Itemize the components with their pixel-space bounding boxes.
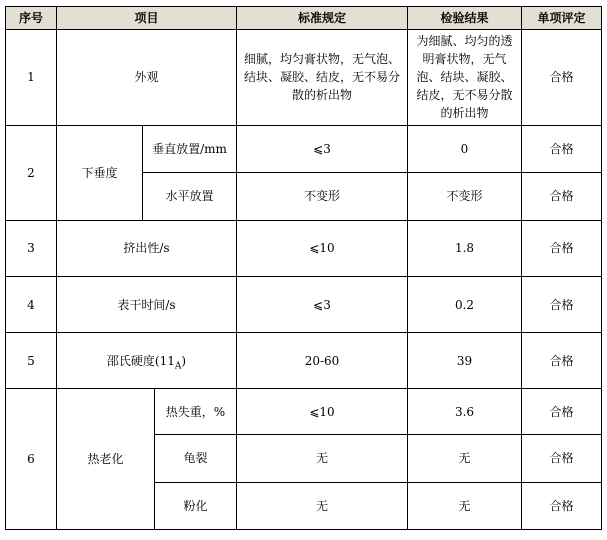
table-row (6, 125, 602, 172)
standard-cell: ⩽3 (237, 125, 408, 172)
standard-cell: 无 (237, 435, 408, 482)
standard-cell: 细腻，均匀膏状物，无气泡、结块、凝胶、结皮，无不易分散的析出物 (237, 30, 408, 126)
header-no: 序号 (6, 7, 57, 30)
row-number: 2 (6, 125, 57, 220)
table-row (6, 220, 602, 276)
judgement-cell: 合格 (522, 173, 602, 220)
judgement-cell: 合格 (522, 30, 602, 126)
item-label: 外观 (57, 30, 237, 126)
row-number: 3 (6, 220, 57, 276)
header-standard: 标准规定 (237, 7, 408, 30)
item-label: 挤出性/s (57, 220, 237, 276)
sub-item-label: 龟裂 (155, 435, 237, 482)
header-result: 检验结果 (408, 7, 522, 30)
judgement-cell: 合格 (522, 435, 602, 482)
standard-cell: ⩽10 (237, 388, 408, 434)
standard-cell: 不变形 (237, 173, 408, 220)
item-label: 下垂度 (57, 125, 143, 220)
standard-cell: ⩽10 (237, 220, 408, 276)
item-label: 热老化 (57, 388, 155, 529)
header-row (6, 7, 602, 30)
standard-cell: 20-60 (237, 333, 408, 388)
header-judgement: 单项评定 (522, 7, 602, 30)
inspection-table (5, 6, 602, 530)
table-row (6, 333, 602, 388)
sub-item-label: 粉化 (155, 482, 237, 529)
row-number: 1 (6, 30, 57, 126)
result-cell: 无 (408, 435, 522, 482)
judgement-cell: 合格 (522, 388, 602, 434)
row-number: 4 (6, 276, 57, 332)
hardness-subscript: A (174, 361, 182, 371)
item-label: 表干时间/s (57, 276, 237, 332)
table-row (6, 388, 602, 434)
standard-cell: ⩽3 (237, 276, 408, 332)
result-cell: 39 (408, 333, 522, 388)
judgement-cell: 合格 (522, 125, 602, 172)
table-row (6, 276, 602, 332)
judgement-cell: 合格 (522, 482, 602, 529)
item-label (57, 333, 237, 388)
result-cell: 为细腻、均匀的透明膏状物，无气泡、结块、凝胶、结皮，无不易分散的析出物 (408, 30, 522, 126)
row-number: 5 (6, 333, 57, 388)
result-cell: 不变形 (408, 173, 522, 220)
result-cell: 0.2 (408, 276, 522, 332)
row-number: 6 (6, 388, 57, 529)
judgement-cell: 合格 (522, 333, 602, 388)
standard-cell: 无 (237, 482, 408, 529)
result-cell: 3.6 (408, 388, 522, 434)
sub-item-label: 垂直放置/mm (143, 125, 237, 172)
result-cell: 无 (408, 482, 522, 529)
hardness-label: 邵氏硬度(11 (106, 353, 175, 368)
sub-item-label: 热失重，% (155, 388, 237, 434)
hardness-close: ) (181, 353, 187, 368)
judgement-cell: 合格 (522, 220, 602, 276)
judgement-cell: 合格 (522, 276, 602, 332)
result-cell: 0 (408, 125, 522, 172)
result-cell: 1.8 (408, 220, 522, 276)
table-row (6, 30, 602, 126)
sub-item-label: 水平放置 (143, 173, 237, 220)
header-item: 项目 (57, 7, 237, 30)
